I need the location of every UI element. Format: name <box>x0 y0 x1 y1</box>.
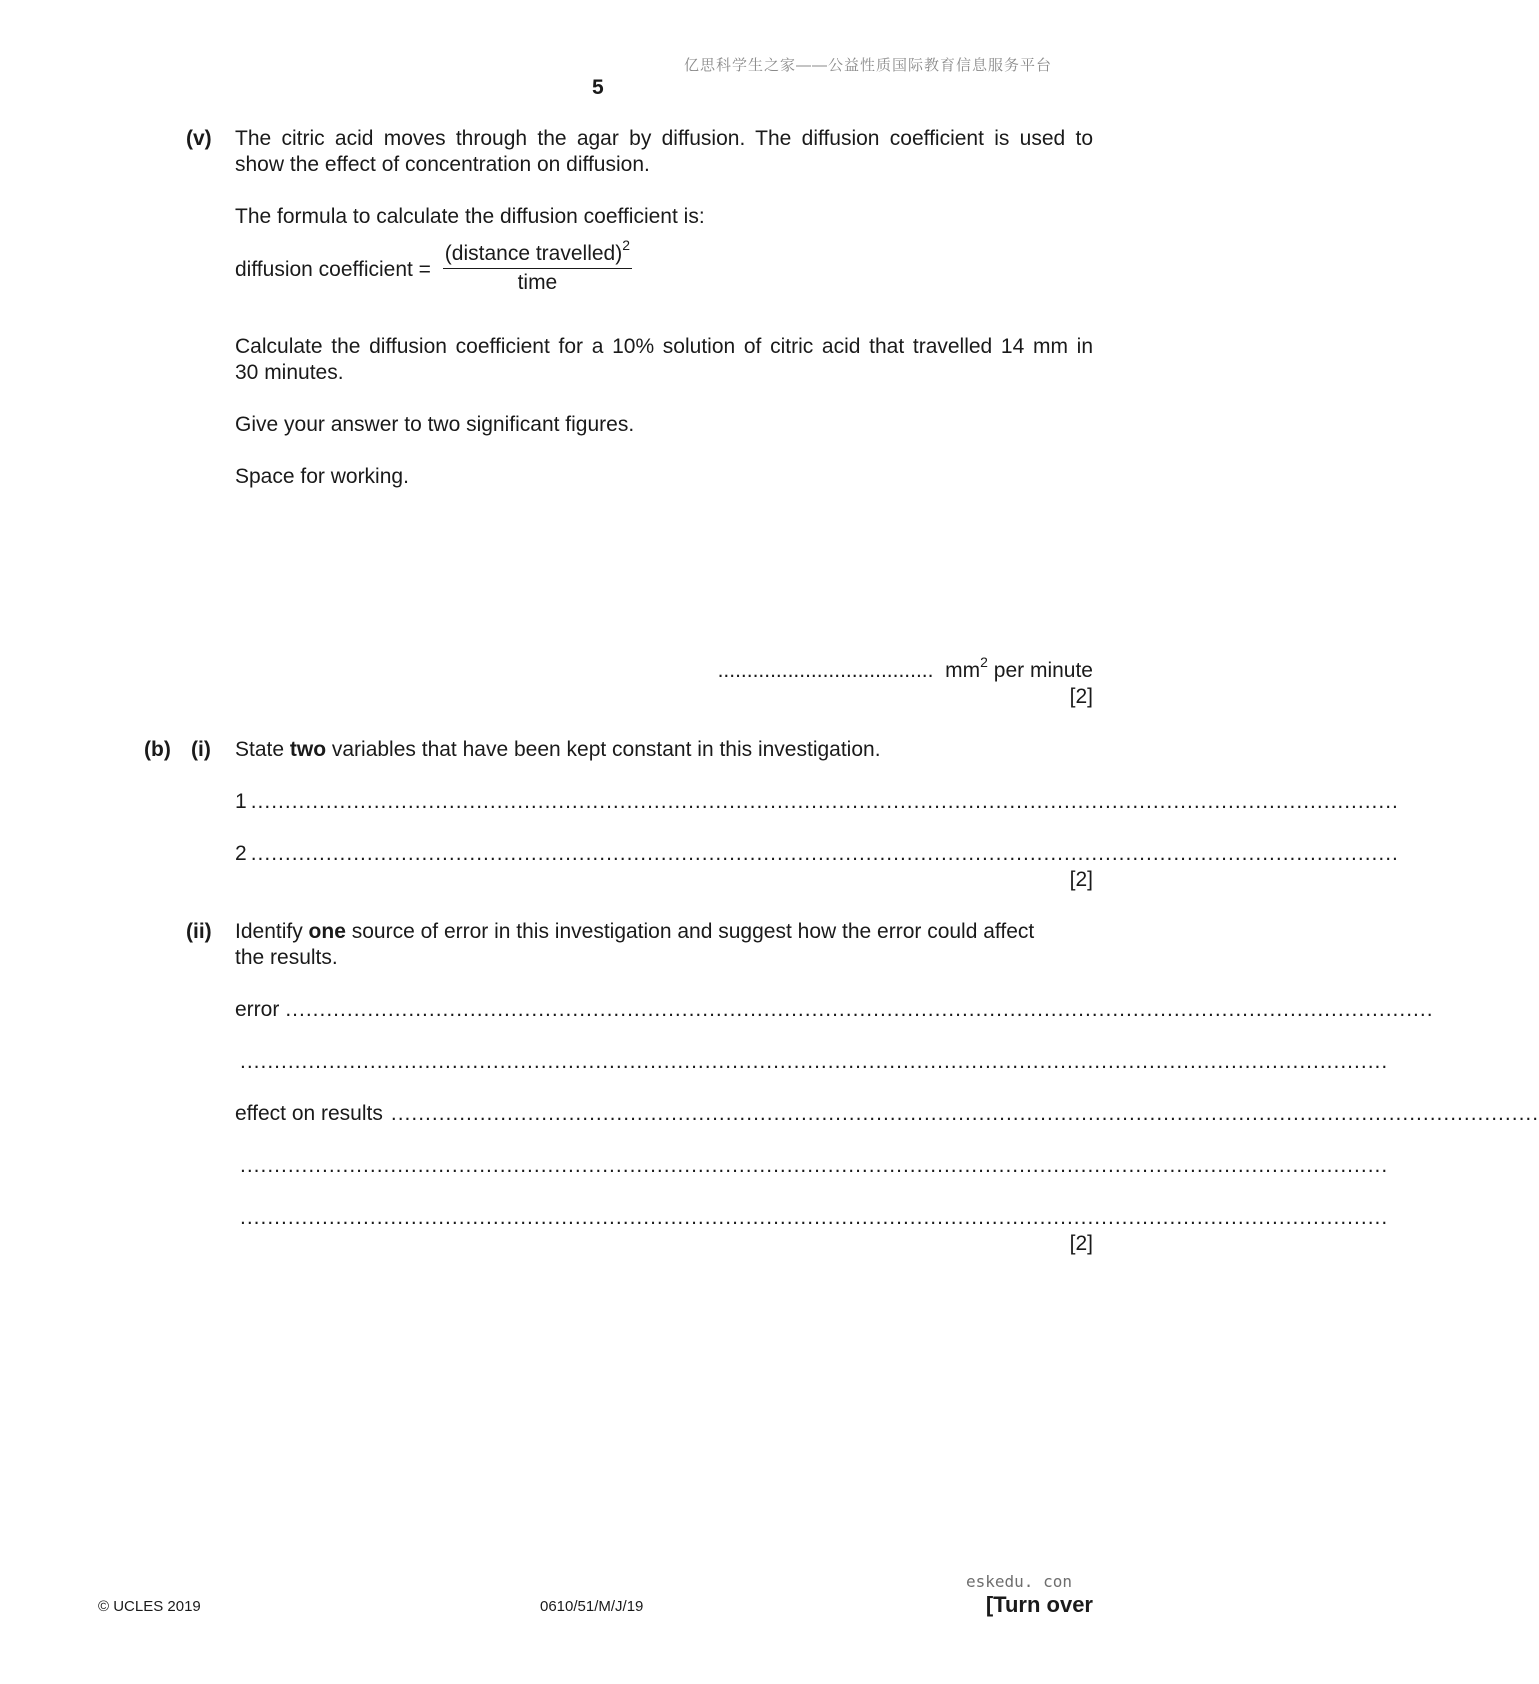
marks-v: [2] <box>1069 685 1093 708</box>
effect-line-2-dots[interactable]: ........................................................................................................................................................................ <box>240 1154 1389 1177</box>
formula <box>235 237 632 298</box>
question-label-b-ii: (ii) <box>186 920 212 943</box>
turn-over: [Turn over <box>985 1592 1093 1617</box>
formula-numerator: (distance travelled)$^2$ <box>443 241 632 269</box>
question-label-b: (b) <box>144 738 171 761</box>
error-line-2-dots[interactable]: ........................................................................................................................................................................ <box>240 1050 1389 1073</box>
marks-b-ii: [2] <box>1069 1232 1093 1255</box>
marks-b-i: [2] <box>1069 868 1093 891</box>
working-space-label: Space for working. <box>235 465 409 488</box>
effect-line-2[interactable] <box>240 1153 1389 1179</box>
formula-lhs: diffusion coefficient = <box>235 258 431 282</box>
variable-line-2[interactable] <box>235 841 1399 867</box>
formula-intro: The formula to calculate the diffusion coefficient is: <box>235 205 705 228</box>
part-b-ii-prompt-line2: the results. <box>235 946 338 969</box>
sig-figs-instruction: Give your answer to two significant figures. <box>235 413 635 436</box>
copyright: © UCLES 2019 <box>98 1598 201 1615</box>
variable-line-2-dots[interactable]: ........................................................................................................................................................................ <box>250 842 1399 865</box>
variable-line-2-label: 2 <box>235 842 247 865</box>
effect-line-3-dots[interactable]: ........................................................................................................................................................................ <box>240 1206 1389 1229</box>
task-line2: 30 minutes. <box>235 361 344 384</box>
effect-line-3[interactable] <box>240 1205 1389 1231</box>
footer-watermark: eskedu. con <box>966 1572 1072 1591</box>
variable-line-1-dots[interactable]: ........................................................................................................................................................................ <box>250 790 1399 813</box>
effect-line[interactable] <box>235 1101 1539 1127</box>
error-line[interactable] <box>235 997 1434 1023</box>
effect-line-dots[interactable]: ........................................................................................................................................................................ <box>390 1102 1539 1125</box>
formula-fraction <box>443 237 632 296</box>
page-number: 5 <box>592 76 604 99</box>
error-line-2[interactable] <box>240 1049 1389 1075</box>
variable-line-1[interactable] <box>235 789 1399 815</box>
part-b-ii-prompt-line1: Identify one source of error in this investigation and suggest how the error could affect <box>235 920 1035 943</box>
question-label-b-i: (i) <box>191 738 211 761</box>
error-label: error <box>235 998 280 1021</box>
formula-denominator: time <box>517 271 558 294</box>
part-v-intro-line1: The citric acid moves through the agar by diffusion. The diffusion coefficient is used to <box>235 127 1093 150</box>
paper-code: 0610/51/M/J/19 <box>540 1598 644 1615</box>
error-line-dots[interactable]: ........................................................................................................................................................................ <box>285 998 1434 1021</box>
answer-unit: $mm^2$ per minute <box>945 654 1093 682</box>
task-line1: Calculate the diffusion coefficient for a 10% solution of citric acid that travelled 14 mm in <box>235 335 1093 358</box>
part-b-i-prompt: State two variables that have been kept constant in this investigation. <box>235 738 881 761</box>
variable-line-1-label: 1 <box>235 790 247 813</box>
part-v-intro-line2: show the effect of concentration on diffusion. <box>235 153 650 176</box>
question-label-v: (v) <box>186 127 212 150</box>
answer-line[interactable] <box>717 654 1093 684</box>
header-watermark: 亿思科学生之家——公益性质国际教育信息服务平台 <box>684 57 1053 74</box>
answer-dots[interactable]: ..................................... <box>717 659 934 682</box>
effect-label: effect on results <box>235 1102 383 1125</box>
